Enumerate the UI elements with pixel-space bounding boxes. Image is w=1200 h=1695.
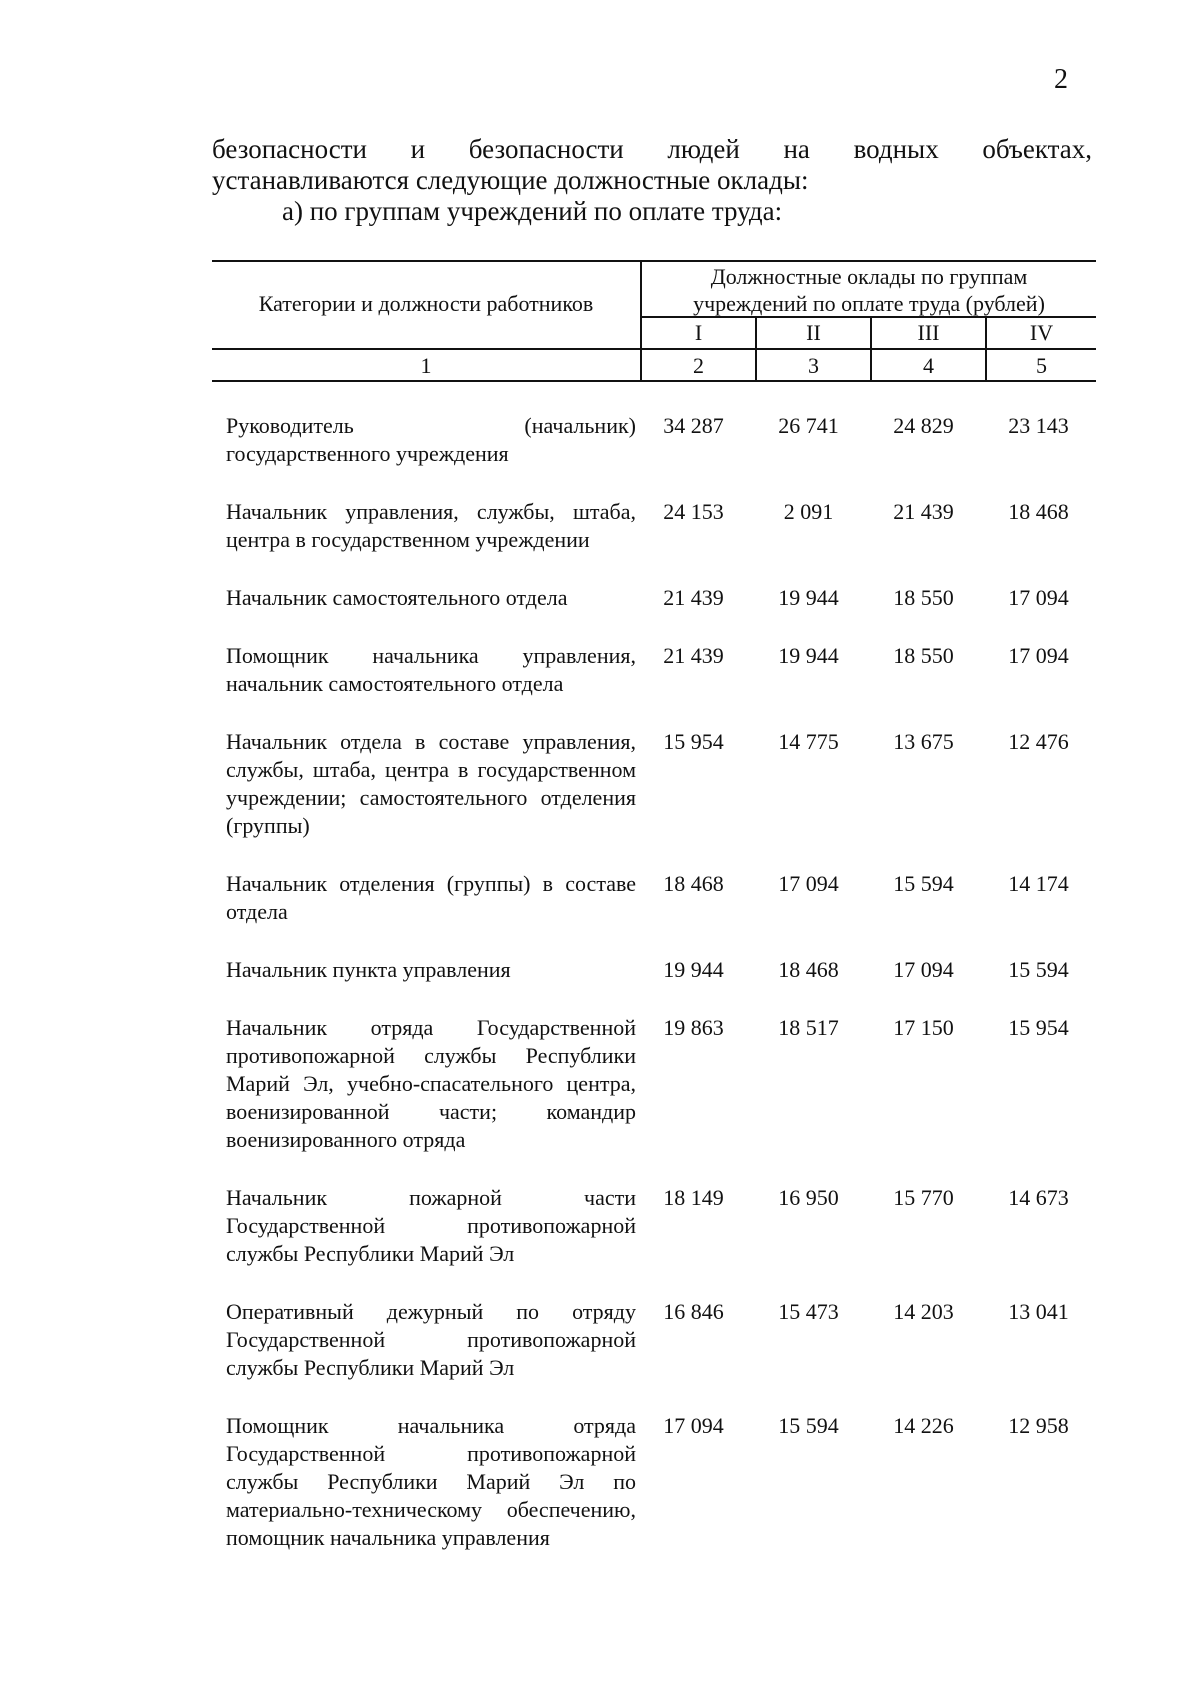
salary-group-1: 15 954 xyxy=(663,729,724,754)
salary-group-1: 24 153 xyxy=(663,499,724,524)
column-number-1: 1 xyxy=(420,353,432,378)
table-row xyxy=(212,1184,1096,1268)
salary-group-2: 14 775 xyxy=(778,729,839,754)
group-roman-3: III xyxy=(917,320,940,345)
salary-group-1: 19 863 xyxy=(663,1015,724,1040)
salary-group-3: 18 550 xyxy=(893,585,954,610)
salary-group-3: 24 829 xyxy=(893,413,954,438)
salary-group-2: 18 517 xyxy=(778,1015,839,1040)
position-label: Начальник отделения (группы) в составе отдела xyxy=(226,871,636,924)
salary-group-1: 19 944 xyxy=(663,957,724,982)
salary-group-4: 17 094 xyxy=(1008,585,1069,610)
category-header: Категории и должности работников xyxy=(258,291,594,316)
table-row xyxy=(212,584,1096,612)
table-row xyxy=(212,642,1096,698)
table-row xyxy=(212,1298,1096,1382)
group-header-line-2: учреждений по оплате труда (рублей) xyxy=(693,291,1045,316)
table-row xyxy=(212,1412,1096,1552)
salary-group-2: 15 473 xyxy=(778,1299,839,1324)
salary-group-2: 26 741 xyxy=(778,413,839,438)
table-row xyxy=(212,412,1096,468)
group-roman-1: I xyxy=(694,320,703,345)
salary-group-3: 14 203 xyxy=(893,1299,954,1324)
column-number-2: 2 xyxy=(693,353,704,378)
header-top-rule xyxy=(212,260,1096,262)
salary-group-1: 21 439 xyxy=(663,585,724,610)
column-number-5: 5 xyxy=(1036,353,1047,378)
salary-group-2: 15 594 xyxy=(778,1413,839,1438)
header-bottom-rule xyxy=(212,380,1096,382)
column-number-4: 4 xyxy=(923,353,934,378)
position-label: Начальник пожарной части Государственной противопожарной службы Республики Марий Эл xyxy=(226,1185,636,1266)
salary-group-2: 16 950 xyxy=(778,1185,839,1210)
table-row xyxy=(212,870,1096,926)
salary-group-3: 21 439 xyxy=(893,499,954,524)
salary-group-4: 15 954 xyxy=(1008,1015,1069,1040)
position-label: Начальник пункта управления xyxy=(226,957,511,982)
salary-group-4: 12 958 xyxy=(1008,1413,1069,1438)
intro-line-1: безопасности и безопасности людей на водных объектах, xyxy=(212,134,1092,164)
salary-table-body xyxy=(212,412,1096,1552)
salary-group-3: 15 594 xyxy=(893,871,954,896)
salary-group-3: 17 094 xyxy=(893,957,954,982)
salary-group-1: 34 287 xyxy=(663,413,724,438)
position-label: Помощник начальника управления, начальник самостоятельного отдела xyxy=(226,643,636,696)
intro-text xyxy=(212,134,1092,227)
salary-group-3: 14 226 xyxy=(893,1413,954,1438)
salary-group-1: 18 468 xyxy=(663,871,724,896)
salary-group-1: 21 439 xyxy=(663,643,724,668)
position-label: Руководитель (начальник) государственного учреждения xyxy=(226,413,636,466)
salary-group-4: 12 476 xyxy=(1008,729,1069,754)
table-header xyxy=(212,260,1096,384)
intro-line-2: устанавливаются следующие должностные оклады: xyxy=(212,165,809,195)
salary-group-2: 19 944 xyxy=(778,643,839,668)
table-row xyxy=(212,956,1096,984)
salary-group-1: 18 149 xyxy=(663,1185,724,1210)
group-roman-4: IV xyxy=(1029,320,1054,345)
salary-group-2: 2 091 xyxy=(783,499,834,524)
salary-group-3: 17 150 xyxy=(893,1015,954,1040)
table-row xyxy=(212,498,1096,554)
table-row xyxy=(212,1014,1096,1154)
position-label: Начальник отдела в составе управления, службы, штаба, центра в государственном учреждении; самостоятельного отделения (группы) xyxy=(226,729,636,838)
salary-group-1: 17 094 xyxy=(663,1413,724,1438)
salary-group-4: 13 041 xyxy=(1008,1299,1069,1324)
salary-group-1: 16 846 xyxy=(663,1299,724,1324)
salary-group-4: 14 673 xyxy=(1008,1185,1069,1210)
group-roman-2: II xyxy=(806,320,821,345)
table-row xyxy=(212,728,1096,840)
position-label: Помощник начальника отряда Государственной противопожарной службы Республики Марий Эл по материально-техническому обеспечению, помощник начальника управления xyxy=(226,1413,636,1550)
column-number-3: 3 xyxy=(808,353,819,378)
salary-group-4: 18 468 xyxy=(1008,499,1069,524)
salary-group-4: 15 594 xyxy=(1008,957,1069,982)
salary-group-3: 18 550 xyxy=(893,643,954,668)
header-mid-rule xyxy=(212,348,1096,350)
position-label: Начальник самостоятельного отдела xyxy=(226,585,568,610)
page-number: 2 xyxy=(1054,64,1068,95)
salary-group-2: 17 094 xyxy=(778,871,839,896)
group-header-line-1: Должностные оклады по группам xyxy=(710,264,1028,289)
intro-line-3: а) по группам учреждений по оплате труда: xyxy=(282,196,783,226)
salary-group-4: 14 174 xyxy=(1008,871,1069,896)
salary-group-3: 15 770 xyxy=(893,1185,954,1210)
position-label: Начальник отряда Государственной противопожарной службы Республики Марий Эл, учебно-спасательного центра, военизированной части; командир военизированного отряда xyxy=(226,1015,636,1152)
position-label: Начальник управления, службы, штаба, центра в государственном учреждении xyxy=(226,499,636,552)
salary-group-2: 18 468 xyxy=(778,957,839,982)
group-header xyxy=(642,263,1096,317)
salary-group-4: 17 094 xyxy=(1008,643,1069,668)
salary-group-2: 19 944 xyxy=(778,585,839,610)
salary-group-4: 23 143 xyxy=(1008,413,1069,438)
salary-group-3: 13 675 xyxy=(893,729,954,754)
position-label: Оперативный дежурный по отряду Государственной противопожарной службы Республики Марий Эл xyxy=(226,1299,636,1380)
